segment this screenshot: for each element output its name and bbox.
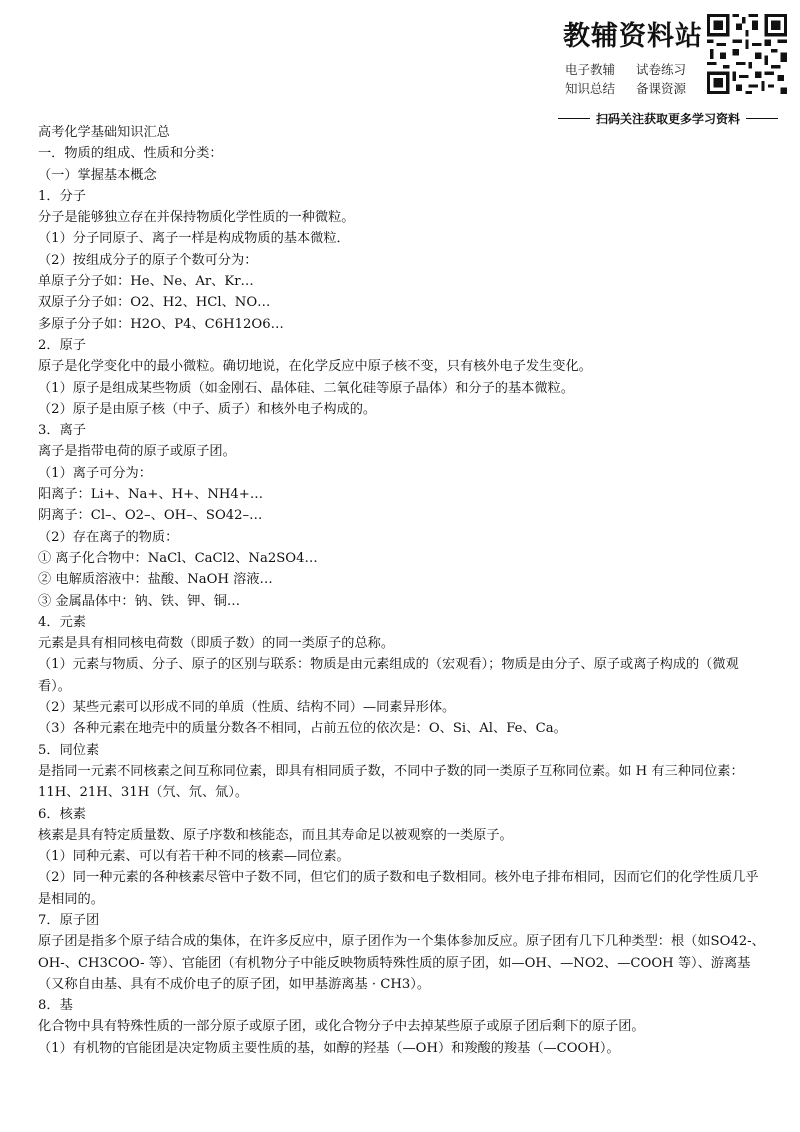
brand-logo-text: 教辅资料站 bbox=[563, 21, 703, 52]
left-dash-divider bbox=[558, 118, 590, 119]
right-dash-divider bbox=[746, 118, 778, 119]
document-body bbox=[38, 122, 768, 1059]
text-line: 化合物中具有特殊性质的一部分原子或原子团，或化合物分子中去掉某些原子或原子团后剩下的原子团。 bbox=[38, 1019, 645, 1035]
topic-heading-atomic-group: 7．原子团 bbox=[38, 912, 100, 928]
section-heading: 一．物质的组成、性质和分类： bbox=[38, 146, 223, 162]
text-line: ③ 金属晶体中：钠、铁、钾、铜… bbox=[38, 593, 241, 609]
text-line: 离子是指带电荷的原子或原子团。 bbox=[38, 444, 236, 460]
text-paragraph: 是指同一元素不同核素之间互称同位素，即具有相同质子数，不同中子数的同一类原子互称同位素。如 H 有三种同位素：11H、21H、31H（氕、氘、氚）。 bbox=[38, 763, 744, 801]
text-line: （2）按组成分子的原子个数可分为： bbox=[38, 252, 258, 268]
text-line: 阴离子：Cl–、O2–、OH–、SO42–… bbox=[38, 508, 263, 524]
text-line: （1）有机物的官能团是决定物质主要性质的基，如醇的羟基（—OH）和羧酸的羧基（—COOH）。 bbox=[38, 1040, 620, 1056]
text-line: 阳离子：Li+、Na+、H+、NH4+… bbox=[38, 487, 264, 503]
subsection-heading: （一）掌握基本概念 bbox=[38, 167, 157, 183]
text-line: 分子是能够独立存在并保持物质化学性质的一种微粒。 bbox=[38, 210, 355, 226]
text-line: （2）某些元素可以形成不同的单质（性质、结构不同）—同素异形体。 bbox=[38, 700, 456, 716]
text-line: ② 电解质溶液中：盐酸、NaOH 溶液… bbox=[38, 572, 273, 588]
text-paragraph: （2）同一种元素的各种核素尽管中子数不同，但它们的质子数和电子数相同。核外电子排布相同，因而它们的化学性质几乎是相同的。 bbox=[38, 870, 759, 907]
topic-heading-nuclide: 6．核素 bbox=[38, 806, 86, 822]
text-line: 单原子分子如：He、Ne、Ar、Kr… bbox=[38, 274, 254, 290]
topic-heading-ion: 3．离子 bbox=[38, 423, 86, 439]
topic-heading-element: 4．元素 bbox=[38, 614, 86, 630]
link-knowledge-summary[interactable]: 知识总结 bbox=[565, 81, 616, 96]
text-line: （1）同种元素、可以有若干种不同的核素—同位素。 bbox=[38, 849, 350, 865]
text-line: （2）存在离子的物质： bbox=[38, 529, 179, 545]
text-paragraph: 原子团是指多个原子结合成的集体，在许多反应中，原子团作为一个集体参加反应。原子团有几下几种类型：根（如SO42-、OH-、CH3COO- 等）、官能团（有机物分子中能反映物质特殊性质的原子团，如—OH、—NO2、—COOH 等）、游离基（又称自由基、具有不成价电子的原子团，如甲基游离基 · CH3）。 bbox=[38, 934, 765, 992]
link-practice-papers[interactable]: 试卷练习 bbox=[636, 62, 687, 77]
text-line: 多原子分子如：H2O、P4、C6H12O6… bbox=[38, 316, 284, 332]
text-line: （1）原子是组成某些物质（如金刚石、晶体硅、二氧化硅等原子晶体）和分子的基本微粒。 bbox=[38, 380, 574, 396]
header bbox=[0, 0, 800, 135]
link-lesson-resources[interactable]: 备课资源 bbox=[636, 81, 687, 96]
scan-qr-text: 扫码关注获取更多学习资料 bbox=[596, 112, 741, 126]
text-line: ① 离子化合物中：NaCl、CaCl2、Na2SO4… bbox=[38, 550, 318, 566]
text-line: 双原子分子如：O2、H2、HCl、NO… bbox=[38, 295, 271, 311]
text-paragraph: （1）元素与物质、分子、原子的区别与联系：物质是由元素组成的（宏观看）；物质是由分子、原子或离子构成的（微观看）。 bbox=[38, 657, 739, 694]
topic-heading-isotope: 5．同位素 bbox=[38, 742, 100, 758]
text-line: （3）各种元素在地壳中的质量分数各不相同，占前五位的依次是：O、Si、Al、Fe、Ca。 bbox=[38, 721, 567, 737]
document-title: 高考化学基础知识汇总 bbox=[38, 125, 170, 140]
topic-heading-radical: 8．基 bbox=[38, 998, 73, 1014]
topic-heading-atom: 2．原子 bbox=[38, 337, 86, 353]
qr-code-icon[interactable] bbox=[707, 14, 787, 94]
link-e-textbooks[interactable]: 电子教辅 bbox=[565, 62, 616, 77]
text-line: 原子是化学变化中的最小微粒。确切地说，在化学反应中原子核不变，只有核外电子发生变化。 bbox=[38, 359, 592, 375]
text-line: 元素是具有相同核电荷数（即质子数）的同一类原子的总称。 bbox=[38, 636, 395, 652]
text-line: （2）原子是由原子核（中子、质子）和核外电子构成的。 bbox=[38, 401, 377, 417]
text-line: 核素是具有特定质量数、原子序数和核能态，而且其寿命足以被观察的一类原子。 bbox=[38, 827, 513, 843]
text-line: （1）分子同原子、离子一样是构成物质的基本微粒． bbox=[38, 231, 350, 247]
topic-heading-molecule: 1．分子 bbox=[38, 188, 86, 204]
text-line: （1）离子可分为： bbox=[38, 465, 152, 481]
